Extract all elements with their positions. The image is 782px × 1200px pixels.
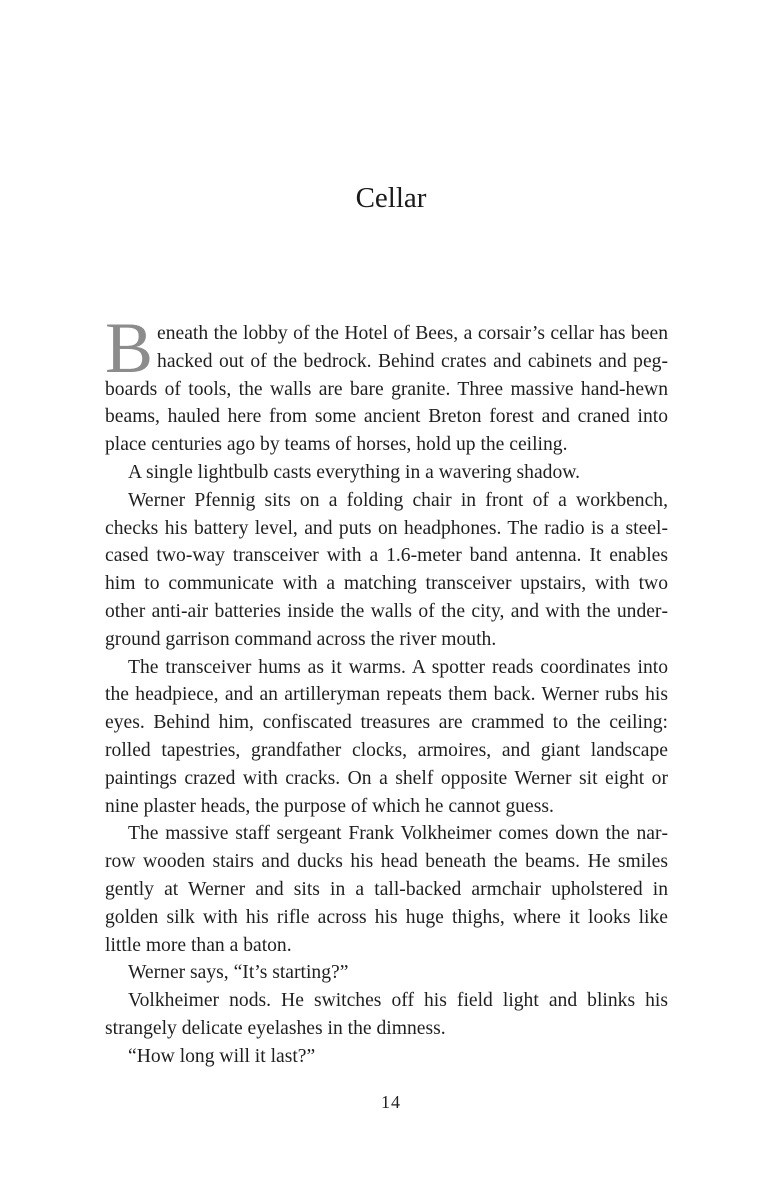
paragraph-1-text: eneath the lobby of the Hotel of Bees, a corsair’s cellar has been hacked out of the bedrock. Behind crates and cabinets and pegboards of tools, the walls are bare granite. Three massive hand-hewn beams, hauled here from some ancient Breton forest and craned into place centuries ago by teams of horses, hold up the ceiling. — [105, 323, 668, 456]
paragraph-6: Werner says, “It’s starting?” — [128, 962, 349, 984]
paragraph-8: “How long will it last?” — [128, 1045, 316, 1067]
paragraph-2: A single lightbulb casts everything in a wavering shadow. — [128, 461, 581, 483]
body-text — [105, 308, 668, 1071]
page-number: 14 — [381, 1092, 401, 1112]
paragraph-4: The transceiver hums as it warms. A spotter reads coordinates into the headpiece, and an artilleryman repeats them back. Werner rubs his eyes. Behind him, confiscated treasures are crammed to the ceiling: rolled tapestries, grandfather clocks, armoires, and giant landscape paintings crazed with cracks. On a shelf opposite Werner sit eight or nine plaster heads, the purpose of which he cannot guess. — [105, 656, 668, 817]
paragraph-5: The massive staff sergeant Frank Volkheimer comes down the narrow wooden stairs and ducks his head beneath the beams. He smiles gently at Werner and sits in a tall-backed armchair upholstered in golden silk with his rifle across his huge thighs, where it looks like little more than a baton. — [105, 823, 668, 956]
chapter-title: Cellar — [355, 182, 427, 214]
paragraph-7: Volkheimer nods. He switches off his field light and blinks his strangely delicate eyelashes in the dimness. — [105, 990, 668, 1039]
paragraph-1 — [105, 308, 668, 459]
paragraph-3: Werner Pfennig sits on a folding chair in front of a workbench, checks his battery level, and puts on headphones. The radio is a steel-cased two-way transceiver with a 1.6-meter band antenna. It enables him to communicate with a matching transceiver upstairs, with two other anti-air batteries inside the walls of the city, and with the underground garrison command across the river mouth. — [105, 489, 668, 650]
drop-cap: B — [105, 308, 154, 388]
